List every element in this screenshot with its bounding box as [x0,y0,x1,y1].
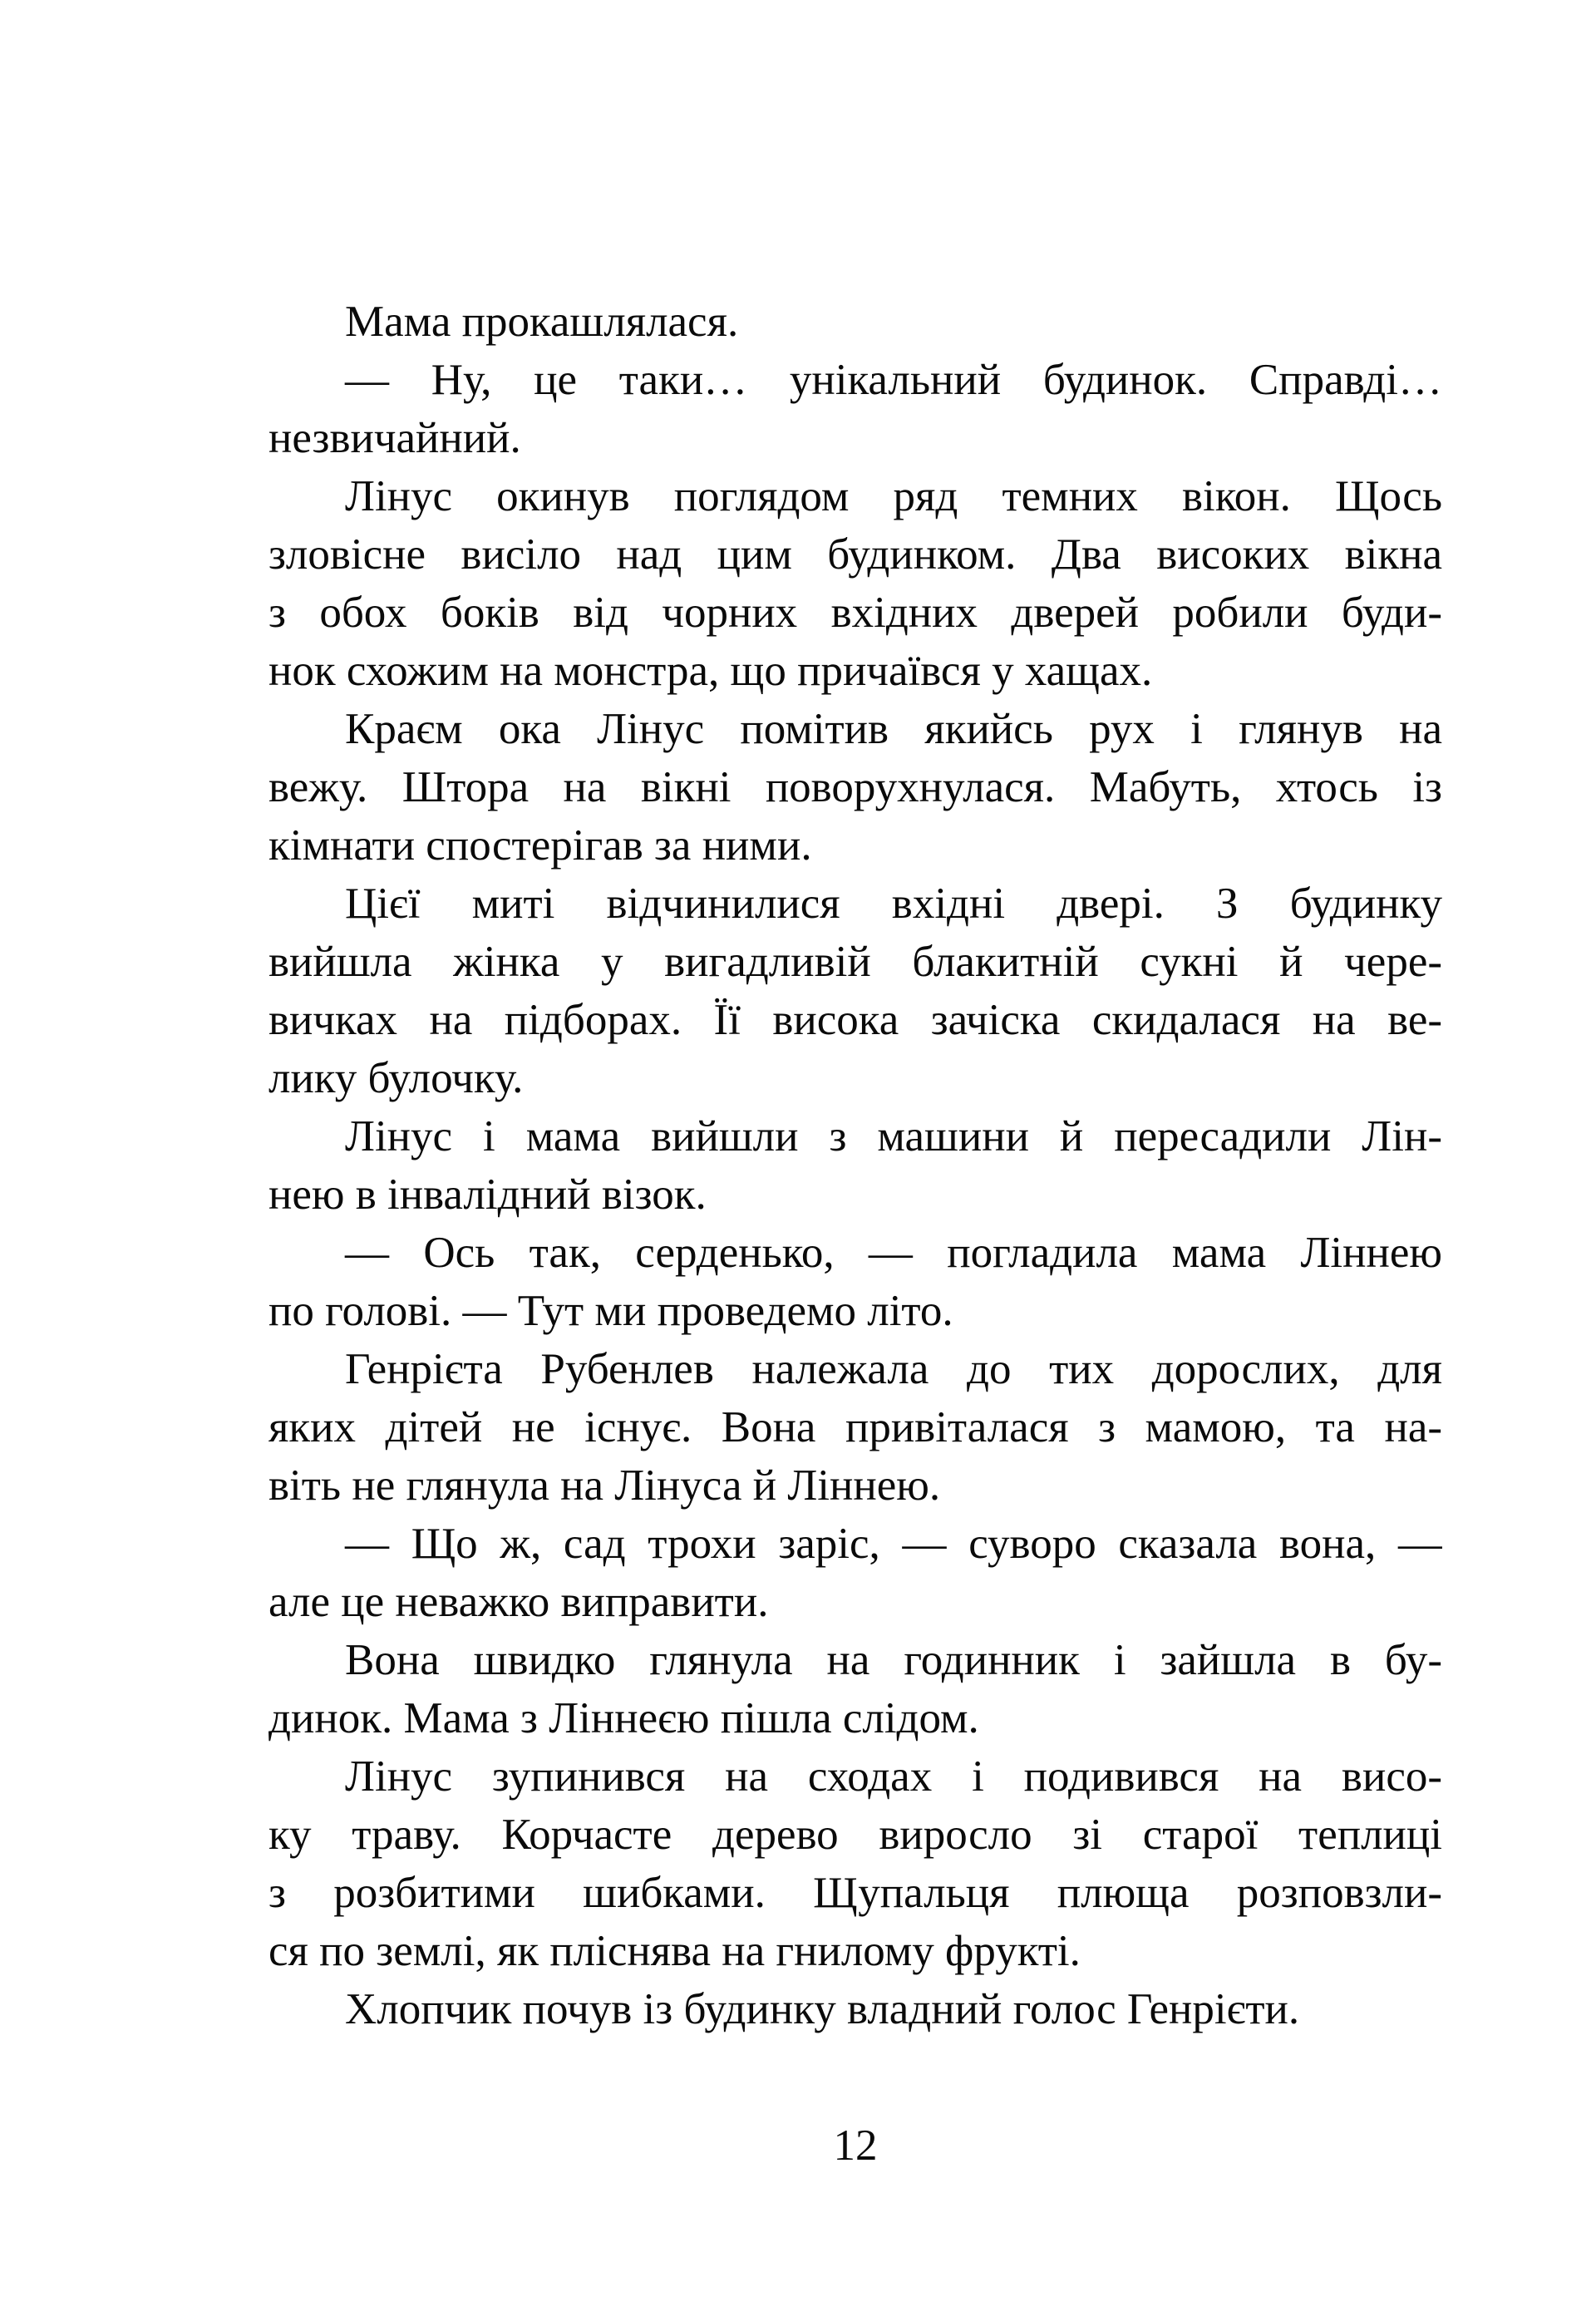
text-line: ся по землі, як пліснява на гнилому фрукті. [268,1927,1081,1975]
page-number: 12 [833,2121,878,2170]
text-line: віть не глянула на Лінуса й Ліннею. [268,1461,941,1510]
text-line: по голові. — Тут ми проведемо літо. [268,1287,953,1335]
text-line: динок. Мама з Ліннеєю пішла слідом. [268,1694,979,1742]
text-line: кімнати спостерігав за ними. [268,821,812,870]
page-text [268,293,1442,2038]
text-line: нок схожим на монстра, що причаївся у хащах. [268,647,1153,695]
text-line: — Ну, це таки… унікальний будинок. Справді… [345,356,1442,404]
text-line: з обох боків від чорних вхідних дверей робили буди- [268,589,1442,637]
text-line: яких дітей не існує. Вона привіталася з мамою, та на- [268,1403,1442,1451]
text-line: Хлопчик почув із будинку владний голос Генрієти. [345,1985,1300,2033]
text-line: зловісне висіло над цим будинком. Два високих вікна [268,530,1442,579]
text-line: з розбитими шибками. Щупальця плюща розповзли- [268,1869,1442,1917]
text-line: Вона швидко глянула на годинник і зайшла в бу- [345,1636,1442,1684]
text-line: вичках на підборах. Її висока зачіска скидалася на ве- [268,996,1442,1044]
text-line: Лінус зупинився на сходах і подивився на висо- [345,1752,1442,1801]
text-line: Цієї миті відчинилися вхідні двері. З будинку [345,880,1442,928]
text-line: Генрієта Рубенлев належала до тих дорослих, для [345,1345,1442,1393]
text-line: ку траву. Корчасте дерево виросло зі старої теплиці [268,1811,1442,1859]
text-line: але це неважко виправити. [268,1578,769,1626]
text-line: лику булочку. [268,1054,524,1102]
text-line: — Ось так, серденько, — погладила мама Ліннею [345,1229,1442,1277]
text-line: — Що ж, сад трохи заріс, — суворо сказала вона, — [345,1520,1442,1568]
text-line: Краєм ока Лінус помітив якийсь рух і глянув на [345,705,1442,753]
text-line: вежу. Штора на вікні поворухнулася. Мабуть, хтось із [268,763,1442,811]
text-line: нею в інвалідний візок. [268,1170,707,1219]
text-line: Лінус і мама вийшли з машини й пересадили Лін- [345,1112,1442,1160]
text-line: вийшла жінка у вигадливій блакитній сукні й чере- [268,938,1442,986]
text-line: Мама прокашлялася. [345,298,739,346]
text-line: незвичайний. [268,414,521,462]
text-line: Лінус окинув поглядом ряд темних вікон. Щось [345,472,1442,520]
